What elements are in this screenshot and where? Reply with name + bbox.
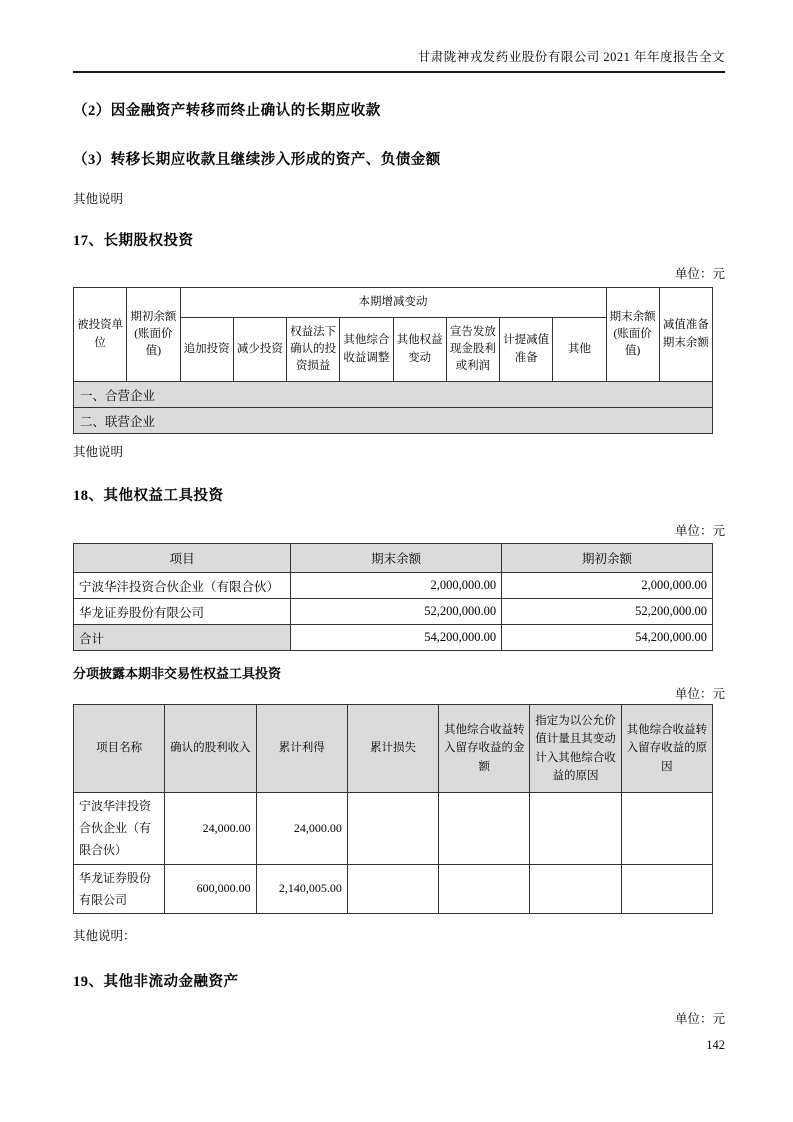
heading-item-3: （3）转移长期应收款且继续涉入形成的资产、负债金额	[73, 152, 441, 168]
col-opening-balance: 期初余额(账面价值)	[127, 288, 180, 382]
col-cumulative-gain: 累计利得	[256, 705, 347, 793]
category-associates: 二、联营企业	[74, 408, 713, 434]
dividend-income-cell: 600,000.00	[165, 864, 256, 913]
col-item-name: 项目名称	[74, 705, 165, 793]
col-declared-dividends: 宣告发放现金股利或利润	[446, 318, 499, 382]
oci-to-retained-cell	[439, 864, 530, 913]
col-impairment-closing: 减值准备期末余额	[659, 288, 712, 382]
designation-reason-cell	[530, 864, 621, 913]
col-reduced-investment: 减少投资	[233, 318, 286, 382]
oci-to-retained-cell	[439, 793, 530, 865]
col-closing-balance: 期末余额(账面价值)	[606, 288, 659, 382]
heading-item-2: （2）因金融资产转移而终止确认的长期应收款	[73, 103, 381, 119]
cumulative-gain-cell: 2,140,005.00	[256, 864, 347, 913]
col-item: 项目	[74, 544, 291, 573]
closing-balance-cell: 54,200,000.00	[291, 625, 502, 651]
designation-reason-cell	[530, 793, 621, 865]
unit-label-17: 单位：元	[674, 267, 725, 281]
transfer-reason-cell	[621, 793, 712, 865]
other-note-top: 其他说明	[73, 192, 124, 206]
opening-balance-cell: 54,200,000.00	[502, 625, 713, 651]
category-joint-ventures: 一、合营企业	[74, 382, 713, 408]
col-cumulative-loss: 累计损失	[347, 705, 438, 793]
cumulative-gain-cell: 24,000.00	[256, 793, 347, 865]
col-investee: 被投资单位	[74, 288, 127, 382]
non-trading-equity-detail-table	[73, 704, 713, 914]
non-trading-subheading: 分项披露本期非交易性权益工具投资	[73, 666, 282, 681]
col-dividend-income: 确认的股利收入	[165, 705, 256, 793]
page-header-title: 甘肃陇神戎发药业股份有限公司 2021 年年度报告全文	[417, 50, 725, 64]
unit-label-18b: 单位：元	[674, 687, 725, 701]
col-impairment-provision: 计提减值准备	[500, 318, 553, 382]
total-label-cell: 合计	[74, 625, 291, 651]
col-opening: 期初余额	[502, 544, 713, 573]
long-term-equity-investment-table	[73, 287, 713, 434]
col-transfer-reason: 其他综合收益转入留存收益的原因	[621, 705, 712, 793]
closing-balance-cell: 2,000,000.00	[291, 573, 502, 599]
col-additional-investment: 追加投资	[180, 318, 233, 382]
col-group-current-changes: 本期增减变动	[180, 288, 606, 318]
other-note-17: 其他说明	[73, 445, 124, 459]
opening-balance-cell: 2,000,000.00	[502, 573, 713, 599]
section-17-heading: 17、长期股权投资	[73, 233, 194, 249]
item-name-cell: 华龙证券股份有限公司	[74, 599, 291, 625]
col-oci-adjustment: 其他综合收益调整	[340, 318, 393, 382]
col-equity-method-pnl: 权益法下确认的投资损益	[287, 318, 340, 382]
table-row	[74, 793, 713, 865]
cumulative-loss-cell	[347, 793, 438, 865]
col-designation-reason: 指定为以公允价值计量且其变动计入其他综合收益的原因	[530, 705, 621, 793]
item-name-cell: 宁波华沣投资合伙企业（有限合伙）	[74, 793, 165, 865]
table-row	[74, 408, 713, 434]
table-row	[74, 599, 713, 625]
total-row	[74, 625, 713, 651]
col-closing: 期末余额	[291, 544, 502, 573]
section-18-heading: 18、其他权益工具投资	[73, 488, 224, 504]
other-note-18: 其他说明：	[73, 928, 136, 943]
opening-balance-cell: 52,200,000.00	[502, 599, 713, 625]
col-other: 其他	[553, 318, 606, 382]
item-name-cell: 宁波华沣投资合伙企业（有限合伙）	[74, 573, 291, 599]
unit-label-18: 单位：元	[674, 524, 725, 538]
dividend-income-cell: 24,000.00	[165, 793, 256, 865]
item-name-cell: 华龙证券股份有限公司	[74, 864, 165, 913]
table-row	[74, 573, 713, 599]
col-other-equity-changes: 其他权益变动	[393, 318, 446, 382]
closing-balance-cell: 52,200,000.00	[291, 599, 502, 625]
transfer-reason-cell	[621, 864, 712, 913]
col-oci-to-retained: 其他综合收益转入留存收益的金额	[439, 705, 530, 793]
unit-label-19: 单位：元	[674, 1011, 725, 1026]
other-equity-instruments-table	[73, 543, 713, 651]
table-row	[74, 864, 713, 913]
page-header	[73, 0, 725, 73]
table-row	[74, 382, 713, 408]
cumulative-loss-cell	[347, 864, 438, 913]
page-number: 142	[706, 1038, 725, 1052]
section-19-heading: 19、其他非流动金融资产	[73, 973, 239, 990]
